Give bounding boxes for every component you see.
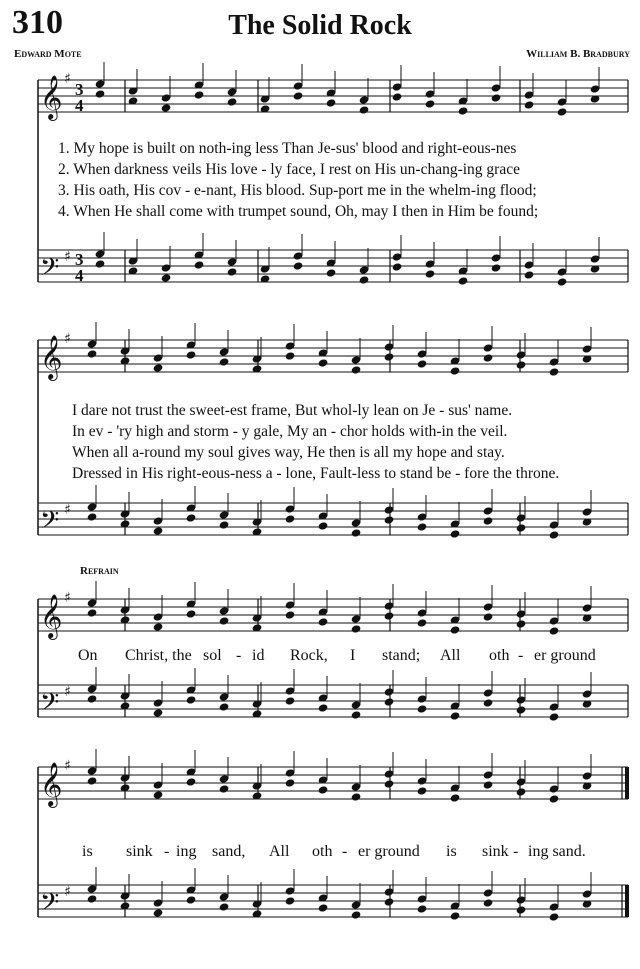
verse-line: In ev - 'ry high and storm - y gale, My an - chor holds with-in the veil. (72, 423, 508, 440)
treble-clef-icon: 𝄞 (40, 594, 63, 638)
notehead (516, 705, 527, 714)
notehead (450, 711, 461, 720)
notehead (549, 626, 560, 635)
notehead (87, 694, 98, 703)
notehead (384, 779, 395, 788)
notehead (87, 608, 98, 617)
refrain-word: sand, (212, 843, 246, 860)
music-system-1 (0, 60, 640, 310)
hymn-author: Edward Mote (14, 48, 82, 60)
refrain-word: All (269, 843, 290, 860)
notehead (417, 522, 428, 531)
notehead (557, 277, 568, 286)
notehead (450, 793, 461, 802)
notehead (450, 911, 461, 920)
notehead (516, 905, 527, 914)
bass-staff (38, 232, 628, 288)
refrain-word: ing (176, 843, 197, 860)
bass-clef-icon: 𝄢 (40, 688, 60, 723)
notehead (549, 367, 560, 376)
verse-line: 3. His oath, His cov - e-nant, His blood. Sup-port me in the whelm-ing flood; (58, 182, 537, 199)
notehead (161, 103, 172, 112)
notehead (549, 530, 560, 539)
notehead (417, 704, 428, 713)
treble-staff (38, 749, 629, 808)
bass-staff (38, 867, 629, 923)
bass-clef-icon: 𝄢 (40, 506, 60, 541)
notehead (483, 898, 494, 907)
sharp-icon: ♯ (64, 71, 71, 87)
verse-line: Dressed in His right-eous-ness a - lone, Fault-less to stand be - fore the throne. (72, 465, 560, 482)
notehead (458, 276, 469, 285)
refrain-word: sol (203, 647, 222, 664)
notehead (87, 512, 98, 521)
notehead (483, 698, 494, 707)
notehead (285, 610, 296, 619)
verse-line: I dare not trust the sweet-est frame, But whol-ly lean on Je - sus' name. (72, 402, 513, 419)
treble-staff (38, 581, 628, 640)
notehead (351, 528, 362, 537)
notehead (318, 358, 329, 367)
notehead (450, 366, 461, 375)
notehead (153, 526, 164, 535)
notehead (318, 617, 329, 626)
notehead (524, 270, 535, 279)
refrain-word: is (82, 843, 93, 860)
notehead (450, 625, 461, 634)
verse-line: 1. My hope is built on noth-ing less Than Je-sus' blood and right-eous-nes (58, 140, 517, 157)
notehead (194, 260, 205, 269)
notehead (549, 794, 560, 803)
notehead (219, 357, 230, 366)
notehead (186, 609, 197, 618)
notehead (161, 273, 172, 282)
notehead (285, 696, 296, 705)
notehead (219, 616, 230, 625)
notehead (87, 349, 98, 358)
notehead (95, 89, 106, 98)
sharp-icon: ♯ (64, 249, 71, 265)
notehead (318, 903, 329, 912)
notehead (153, 363, 164, 372)
music-system-2 (0, 318, 640, 558)
refrain-word: is (446, 843, 457, 860)
hymn-composer: William B. Bradbury (526, 48, 630, 60)
treble-clef-icon: 𝄞 (40, 335, 63, 379)
notehead (194, 90, 205, 99)
bass-clef-icon: 𝄢 (40, 253, 60, 288)
treble-staff (38, 322, 628, 381)
notehead (417, 359, 428, 368)
sharp-icon: ♯ (64, 884, 71, 900)
notehead (318, 703, 329, 712)
notehead (516, 787, 527, 796)
refrain-word: stand; (382, 647, 421, 664)
treble-clef-icon: 𝄞 (40, 75, 63, 119)
notehead (186, 695, 197, 704)
refrain-word: Christ, the (125, 647, 192, 664)
sharp-icon: ♯ (64, 684, 71, 700)
sharp-icon: ♯ (64, 331, 71, 347)
refrain-word: Rock, (290, 647, 328, 664)
notehead (293, 91, 304, 100)
notehead (219, 784, 230, 793)
notehead (491, 93, 502, 102)
notehead (425, 99, 436, 108)
refrain-word: er ground (358, 843, 420, 860)
notehead (483, 780, 494, 789)
notehead (384, 352, 395, 361)
notehead (384, 515, 395, 524)
notehead (219, 520, 230, 529)
music-system-3 (0, 565, 640, 740)
sharp-icon: ♯ (64, 502, 71, 518)
notehead (392, 262, 403, 271)
notehead (351, 365, 362, 374)
notehead (483, 612, 494, 621)
refrain-word: - (342, 843, 348, 860)
final-barline (625, 767, 629, 799)
notehead (384, 897, 395, 906)
notehead (87, 894, 98, 903)
notehead (153, 708, 164, 717)
hymn-number: 310 (12, 4, 63, 41)
refrain-word: - (518, 647, 524, 664)
verse-line: 2. When darkness veils His love - ly face, I rest on His un-chang-ing grace (58, 161, 520, 178)
notehead (285, 778, 296, 787)
notehead (549, 712, 560, 721)
refrain-word: - (513, 843, 519, 860)
notehead (285, 351, 296, 360)
refrain-word: - (164, 843, 170, 860)
time-signature-bottom: 4 (75, 96, 84, 115)
refrain-word: On (78, 647, 98, 664)
bass-clef-icon: 𝄢 (40, 888, 60, 923)
verse-line: 4. When He shall come with trumpet sound, Oh, may I then in Him be found; (58, 203, 539, 220)
notehead (450, 529, 461, 538)
notehead (516, 360, 527, 369)
notehead (186, 777, 197, 786)
notehead (483, 353, 494, 362)
refrain-label: Refrain (80, 565, 119, 577)
notehead (359, 105, 370, 114)
time-signature-top: 3 (75, 250, 84, 269)
notehead (219, 702, 230, 711)
notehead (153, 622, 164, 631)
notehead (318, 785, 329, 794)
notehead (417, 618, 428, 627)
time-signature-bottom: 4 (75, 266, 84, 285)
treble-clef-icon: 𝄞 (40, 762, 63, 806)
refrain-word: oth (489, 647, 510, 664)
notehead (186, 350, 197, 359)
notehead (351, 910, 362, 919)
notehead (417, 786, 428, 795)
notehead (227, 267, 238, 276)
time-signature-top: 3 (75, 80, 84, 99)
notehead (524, 100, 535, 109)
music-system-4 (0, 745, 640, 965)
notehead (95, 259, 106, 268)
notehead (557, 107, 568, 116)
refrain-word: er ground (534, 647, 596, 664)
notehead (285, 514, 296, 523)
refrain-word: sink (126, 843, 153, 860)
notehead (227, 97, 238, 106)
notehead (549, 912, 560, 921)
notehead (293, 261, 304, 270)
sharp-icon: ♯ (64, 758, 71, 774)
notehead (483, 516, 494, 525)
notehead (458, 106, 469, 115)
refrain-word: I (350, 647, 356, 664)
notehead (285, 896, 296, 905)
notehead (326, 98, 337, 107)
bass-staff (38, 667, 628, 723)
notehead (359, 275, 370, 284)
notehead (153, 908, 164, 917)
refrain-word: id (252, 647, 265, 664)
notehead (326, 268, 337, 277)
treble-staff (38, 62, 628, 121)
notehead (516, 619, 527, 628)
refrain-word: All (440, 647, 461, 664)
notehead (384, 611, 395, 620)
notehead (425, 269, 436, 278)
refrain-word: - (236, 647, 242, 664)
notehead (351, 710, 362, 719)
refrain-word: ing sand. (528, 843, 586, 860)
refrain-word: oth (312, 843, 333, 860)
refrain-word: sink (482, 843, 509, 860)
notehead (392, 92, 403, 101)
final-barline (625, 885, 629, 917)
notehead (87, 776, 98, 785)
bass-staff (38, 485, 628, 541)
notehead (219, 902, 230, 911)
notehead (186, 895, 197, 904)
verse-line: When all a-round my soul gives way, He then is all my hope and stay. (72, 444, 505, 461)
notehead (153, 790, 164, 799)
notehead (351, 624, 362, 633)
notehead (491, 263, 502, 272)
notehead (384, 697, 395, 706)
sharp-icon: ♯ (64, 590, 71, 606)
notehead (516, 523, 527, 532)
hymn-title: The Solid Rock (228, 10, 412, 41)
notehead (186, 513, 197, 522)
notehead (351, 792, 362, 801)
notehead (318, 521, 329, 530)
notehead (417, 904, 428, 913)
